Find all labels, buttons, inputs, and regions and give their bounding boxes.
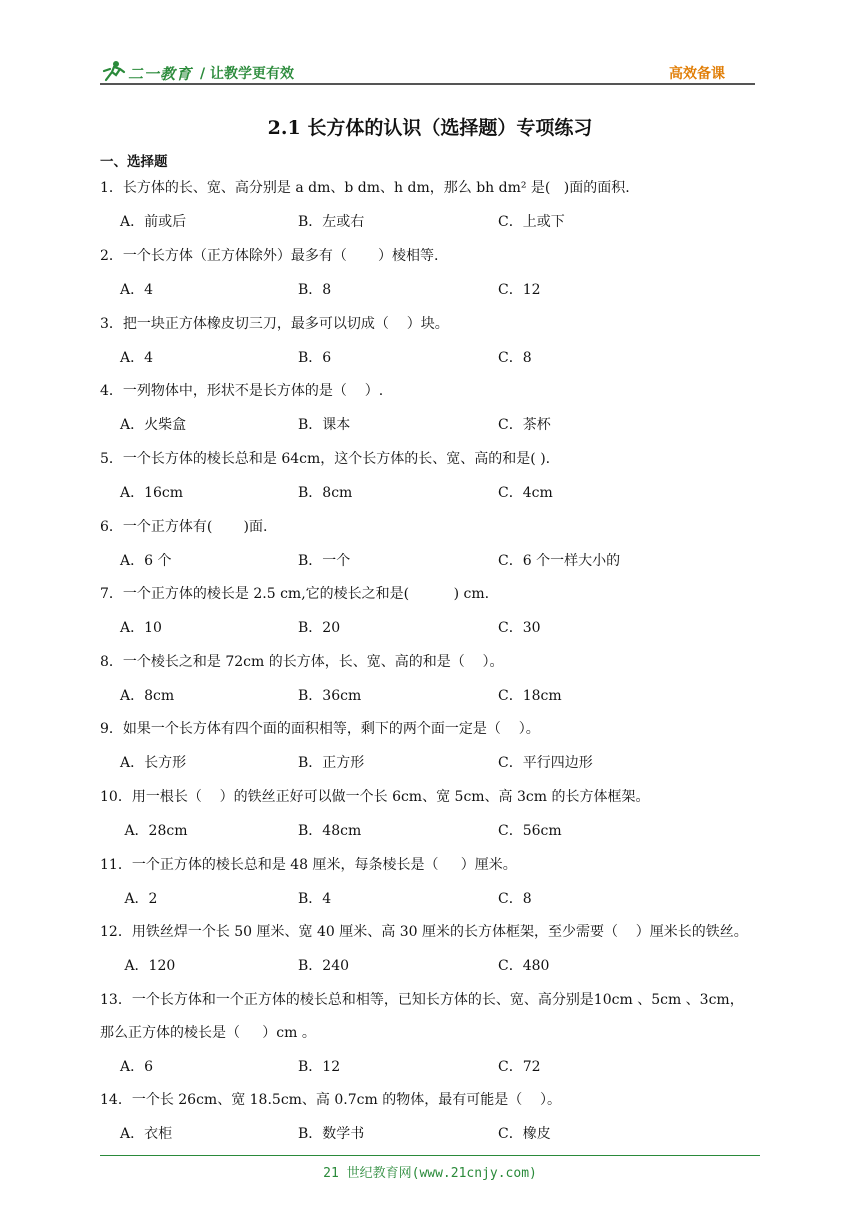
page-title: 2.1 长方体的认识（选择题）专项练习 [267,117,593,139]
question-item [100,922,765,974]
option-a[interactable]: A．10 [120,620,162,636]
question-stem: 10．用一根长（ ）的铁丝正好可以做一个长 6cm、宽 5cm、高 3cm 的长方体框架。 [100,789,650,805]
option-a[interactable]: A．2 [120,891,158,907]
option-b[interactable]: B．一个 [298,553,351,569]
question-stem: 9．如果一个长方体有四个面的面积相等，剩下的两个面一定是（ ）。 [100,721,540,737]
footer-divider [100,1155,760,1156]
question-item [100,719,765,771]
option-c[interactable]: C．8 [498,891,532,907]
question-stem: 12．用铁丝焊一个长 50 厘米、宽 40 厘米、高 30 厘米的长方体框架，至少需要（ ）厘米长的铁丝。 [100,924,748,940]
option-a[interactable]: A．6 个 [120,553,172,569]
option-c[interactable]: C．480 [498,958,550,974]
option-c[interactable]: C．18cm [498,688,562,704]
option-a[interactable]: A．28cm [120,823,188,839]
option-b[interactable]: B．240 [298,958,350,974]
question-stem: 4．一列物体中，形状不是长方体的是（ ）. [100,383,384,399]
question-item [100,178,765,230]
question-stem: 2．一个长方体（正方体除外）最多有（ ）棱相等. [100,248,439,264]
option-c[interactable]: C．6 个一样大小的 [498,553,621,569]
option-b[interactable]: B．8 [298,282,332,298]
question-stem: 8．一个棱长之和是 72cm 的长方体，长、宽、高的和是（ ）。 [100,654,504,670]
option-c[interactable]: C．4cm [498,485,553,501]
option-c[interactable]: C．12 [498,282,541,298]
question-item [100,246,765,298]
section-heading: 一、选择题 [100,154,168,170]
option-b[interactable]: B．6 [298,350,332,366]
question-stem: 1．长方体的长、宽、高分别是 a dm、b dm、h dm，那么 bh dm² 是( )面的面积. [100,180,630,196]
question-item [100,449,765,501]
question-stem: 5．一个长方体的棱长总和是 64cm，这个长方体的长、宽、高的和是( ). [100,451,551,467]
option-b[interactable]: B．48cm [298,823,362,839]
question-item [100,787,765,839]
option-b[interactable]: B．数学书 [298,1126,365,1142]
brand-name: 二一教育 [128,64,193,83]
question-item [100,652,765,704]
option-b[interactable]: B．4 [298,891,332,907]
option-c[interactable]: C．8 [498,350,532,366]
option-c[interactable]: C．72 [498,1059,541,1075]
question-item [100,381,765,433]
option-a[interactable]: A．4 [120,350,154,366]
option-c[interactable]: C．30 [498,620,541,636]
question-stem: 14．一个长 26cm、宽 18.5cm、高 0.7cm 的物体，最有可能是（ ）。 [100,1092,562,1108]
question-item [100,314,765,366]
option-a[interactable]: A．16cm [120,485,184,501]
option-a[interactable]: A．长方形 [120,755,187,771]
option-c[interactable]: C．茶杯 [498,417,551,433]
option-b[interactable]: B．8cm [298,485,353,501]
footer-text: 21 世纪教育网(www.21cnjy.com) [323,1166,537,1181]
option-c[interactable]: C．平行四边形 [498,755,593,771]
option-b[interactable]: B．正方形 [298,755,365,771]
option-b[interactable]: B．左或右 [298,214,365,230]
header-divider [100,83,755,85]
option-b[interactable]: B．20 [298,620,341,636]
option-c[interactable]: C．橡皮 [498,1126,551,1142]
option-a[interactable]: A．衣柜 [120,1126,173,1142]
option-b[interactable]: B．课本 [298,417,351,433]
option-a[interactable]: A．火柴盒 [120,417,187,433]
option-a[interactable]: A．120 [120,958,176,974]
option-a[interactable]: A．8cm [120,688,175,704]
option-a[interactable]: A．前或后 [120,214,187,230]
option-c[interactable]: C．56cm [498,823,562,839]
question-stem: 13．一个长方体和一个正方体的棱长总和相等，已知长方体的长、宽、高分别是10cm 、5cm 、3cm， [100,992,744,1008]
option-c[interactable]: C．上或下 [498,214,565,230]
slogan: / 让教学更有效 [200,66,295,82]
header-tag: 高效备课 [669,66,725,82]
option-b[interactable]: B．12 [298,1059,341,1075]
question-stem-continued: 那么正方体的棱长是（ ）cm 。 [100,1025,316,1041]
question-item [100,584,765,636]
option-a[interactable]: A．4 [120,282,154,298]
question-stem: 3．把一块正方体橡皮切三刀，最多可以切成（ ）块。 [100,316,449,332]
question-item [100,1090,765,1142]
option-a[interactable]: A．6 [120,1059,154,1075]
question-stem: 7．一个正方体的棱长是 2.5 cm,它的棱长之和是( ) cm. [100,586,490,602]
question-item [100,855,765,907]
page-header [100,56,755,86]
question-stem: 6．一个正方体有( )面. [100,519,268,535]
question-item [100,517,765,569]
option-b[interactable]: B．36cm [298,688,362,704]
question-item [100,990,765,1075]
question-stem: 11．一个正方体的棱长总和是 48 厘米，每条棱长是（ ）厘米。 [100,857,517,873]
